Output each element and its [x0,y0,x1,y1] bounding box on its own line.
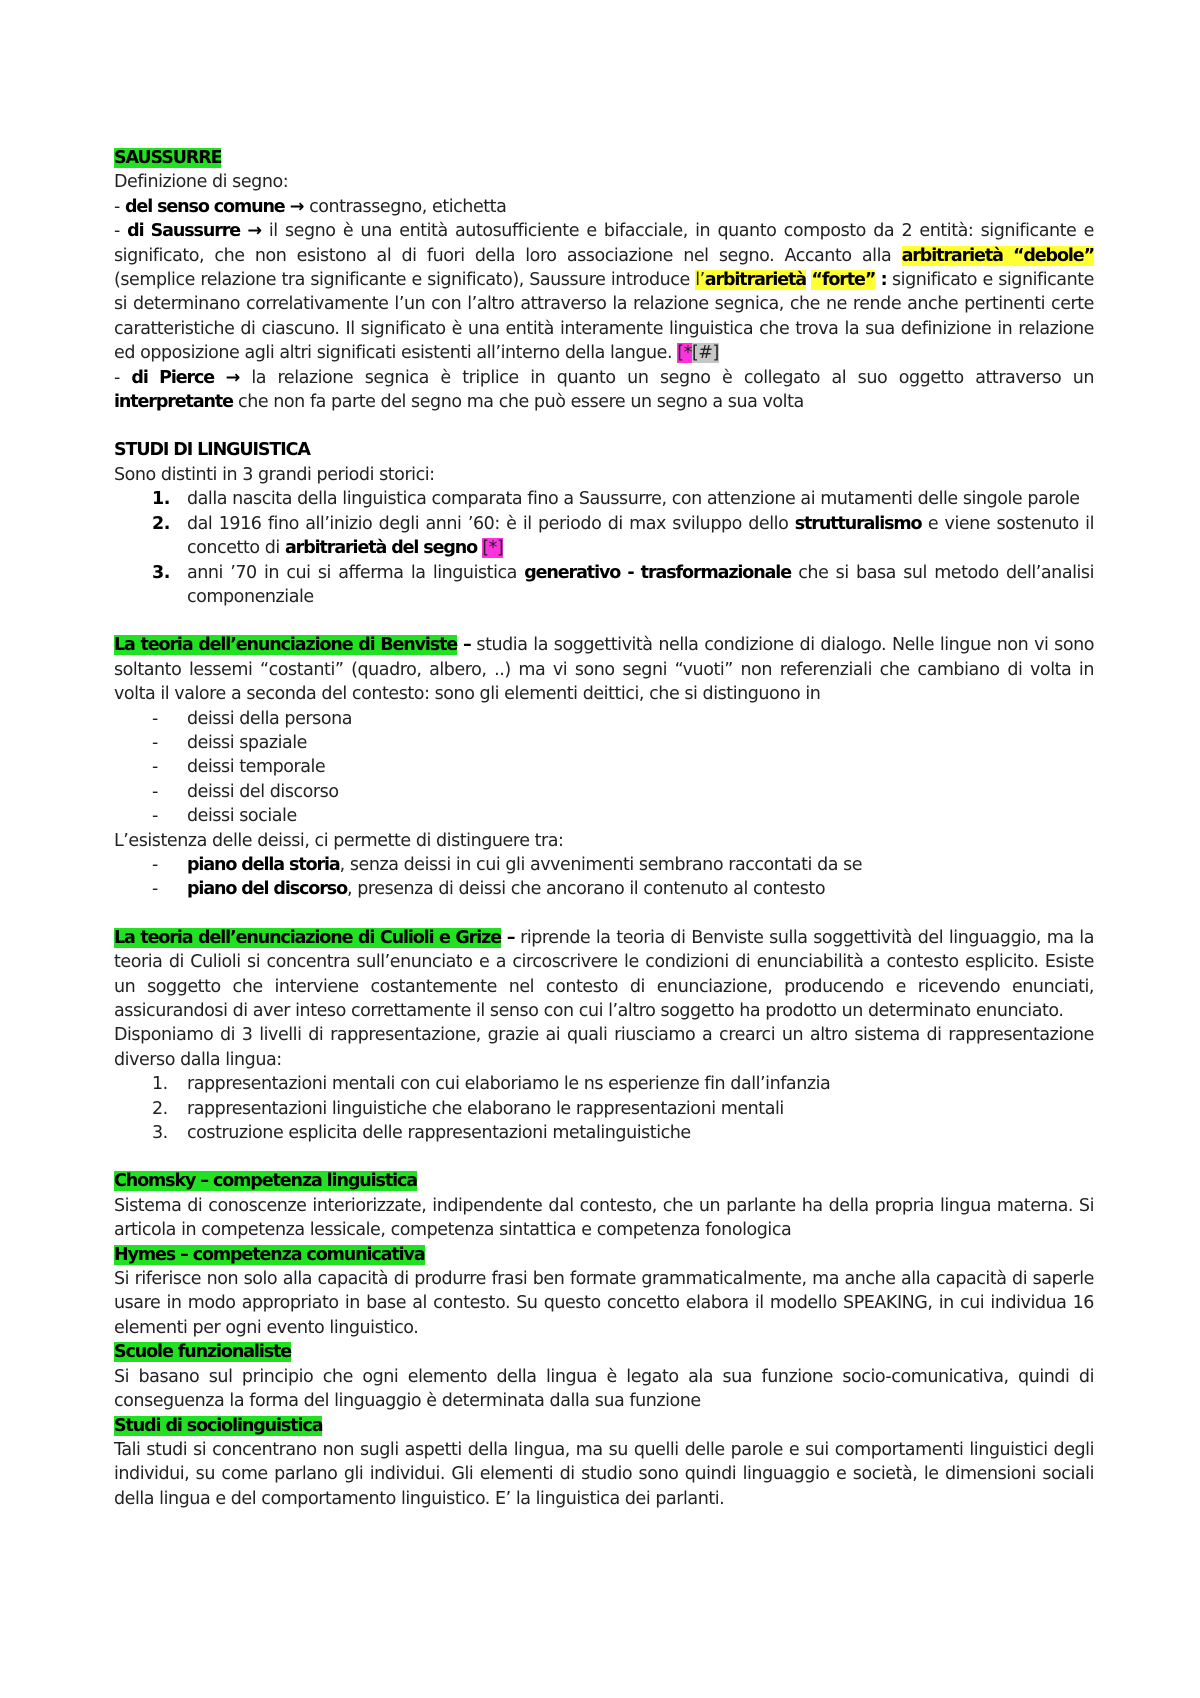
paragraph: La teoria dell’enunciazione di Benviste – studia la soggettività nella condizione di dialogo. Nelle lingue non vi sono soltanto lessemi “costanti” (quadro, albero, ..) ma vi sono segni “vuoti” non referenziali che cambiano di volta in volta il valore a seconda del contesto: sono gli elementi deittici, che si distinguono in [114,635,1095,705]
paragraph: - di Saussurre → il segno è una entità autosufficiente e bifacciale, in quanto composto da 2 entità: significante e significato, che non esistono al di fuori della loro associazione nel segno. Accanto alla arbitrarietà “debole” (semplice relazione tra significante e significato), Saussure introduce l’arbitrarietà “forte” : significato e significante si determinano correlativamente l’un con l’altro attraverso la relazione segnica, che ne rende anche pertinenti certe caratteristiche di ciascuno. Il significato è una entità interamente linguistica che trova la sua definizione in relazione ed opposizione agli altri significati esistenti all’interno della langue. [*[#] [114,221,1094,364]
paragraph: - di Pierce → la relazione segnica è triplice in quanto un segno è collegato al suo oggetto attraverso un interpretante che non fa parte del segno ma che può essere un segno a sua volta [114,367,1095,413]
list-item: - deissi del discorso [152,781,339,802]
list-item: 3. costruzione esplicita delle rappresentazioni metalinguistiche [152,1123,691,1144]
paragraph: Disponiamo di 3 livelli di rappresentazione, grazie ai quali riusciamo a crearci un altro sistema di rappresentazione diverso dalla lingua: [114,1025,1094,1070]
paragraph: Sistema di conoscenze interiorizzate, indipendente dal contesto, che un parlante ha della propria lingua materna. Si articola in competenza lessicale, competenza sintattica e competenza fonologica [114,1195,1094,1241]
paragraph: - del senso comune → contrassegno, etichetta [114,196,507,217]
paragraph: Si basano sul principio che ogni elemento della lingua è legato ala sua funzione socio-comunicativa, quindi di conseguenza la forma del linguaggio è determinata dalla sua funzione [114,1366,1094,1412]
paragraph: Definizione di segno: [114,172,289,193]
dash-list [114,707,1094,829]
list-item: - piano del discorso, presenza di deissi che ancorano il contenuto al contesto [152,879,826,900]
section-heading-hymes: Hymes – competenza comunicativa [114,1244,425,1265]
arrow-right-icon: → [247,221,262,242]
numbered-list [114,1072,1094,1145]
list-item: - deissi spaziale [152,732,307,753]
arrow-right-icon: → [289,196,304,217]
list-item: - deissi della persona [152,708,352,729]
list-item: - piano della storia, senza deissi in cui gli avvenimenti sembrano raccontati da se [152,854,863,875]
list-item: - deissi sociale [152,806,297,827]
paragraph: La teoria dell’enunciazione di Culioli e Grize – riprende la teoria di Benviste sulla soggettività del linguaggio, ma la teoria di Culioli si concentra sull’enunciato e a circoscrivere le condizioni di enunciabilità a contesto esplicito. Esiste un soggetto che interviene costantemente nel contesto di enunciazione, producendo e ricevendo enunciati, assicurandosi di aver inteso correttamente il senso con cui l’altro soggetto ha prodotto un determinato enunciato. [114,927,1094,1021]
list-item: 1. dalla nascita della linguistica comparata fino a Saussurre, con attenzione ai mutamenti delle singole parole [152,489,1080,510]
section-heading-sociolinguistica: Studi di sociolinguistica [114,1415,323,1436]
section-heading-scuole: Scuole funzionaliste [114,1342,292,1363]
paragraph: Si riferisce non solo alla capacità di produrre frasi ben formate grammaticalmente, ma anche alla capacità di saperle usare in modo appropriato in base al contesto. Su questo concetto elabora il modello SPEAKING, in cui individua 16 elementi per ogni evento linguistico. [114,1269,1094,1338]
numbered-list [114,487,1094,609]
paragraph: Tali studi si concentrano non sugli aspetti della lingua, ma su quelli delle parole e sui comportamenti linguistici degli individui, su come parlano gli individui. Gli elementi di studio sono quindi linguaggio e società, le dimensioni sociali della lingua e del comportamento linguistico. E’ la linguistica dei parlanti. [114,1439,1094,1509]
arrow-right-icon: → [225,367,240,388]
paragraph: Sono distinti in 3 grandi periodi storici: [114,464,435,485]
list-item: 1. rappresentazioni mentali con cui elaboriamo le ns esperienze fin dall’infanzia [152,1074,831,1095]
list-item: 2. dal 1916 fino all’inizio degli anni ’60: è il periodo di max sviluppo dello strutturalismo e viene sostenuto il concetto di arbitrarietà del segno [*] [152,513,1094,559]
dash-list [114,853,1094,902]
paragraph: L’esistenza delle deissi, ci permette di distinguere tra: [114,830,564,851]
section-heading-saussurre: SAUSSURRE [114,148,222,168]
list-item: 2. rappresentazioni linguistiche che elaborano le rappresentazioni mentali [152,1098,784,1119]
list-item: 3. anni ’70 in cui si afferma la linguistica generativo - trasformazionale che si basa sul metodo dell’analisi componenziale [152,562,1094,607]
section-heading-chomsky: Chomsky – competenza linguistica [114,1171,417,1192]
section-heading-studi: STUDI DI LINGUISTICA [114,440,310,461]
list-item: - deissi temporale [152,757,326,778]
